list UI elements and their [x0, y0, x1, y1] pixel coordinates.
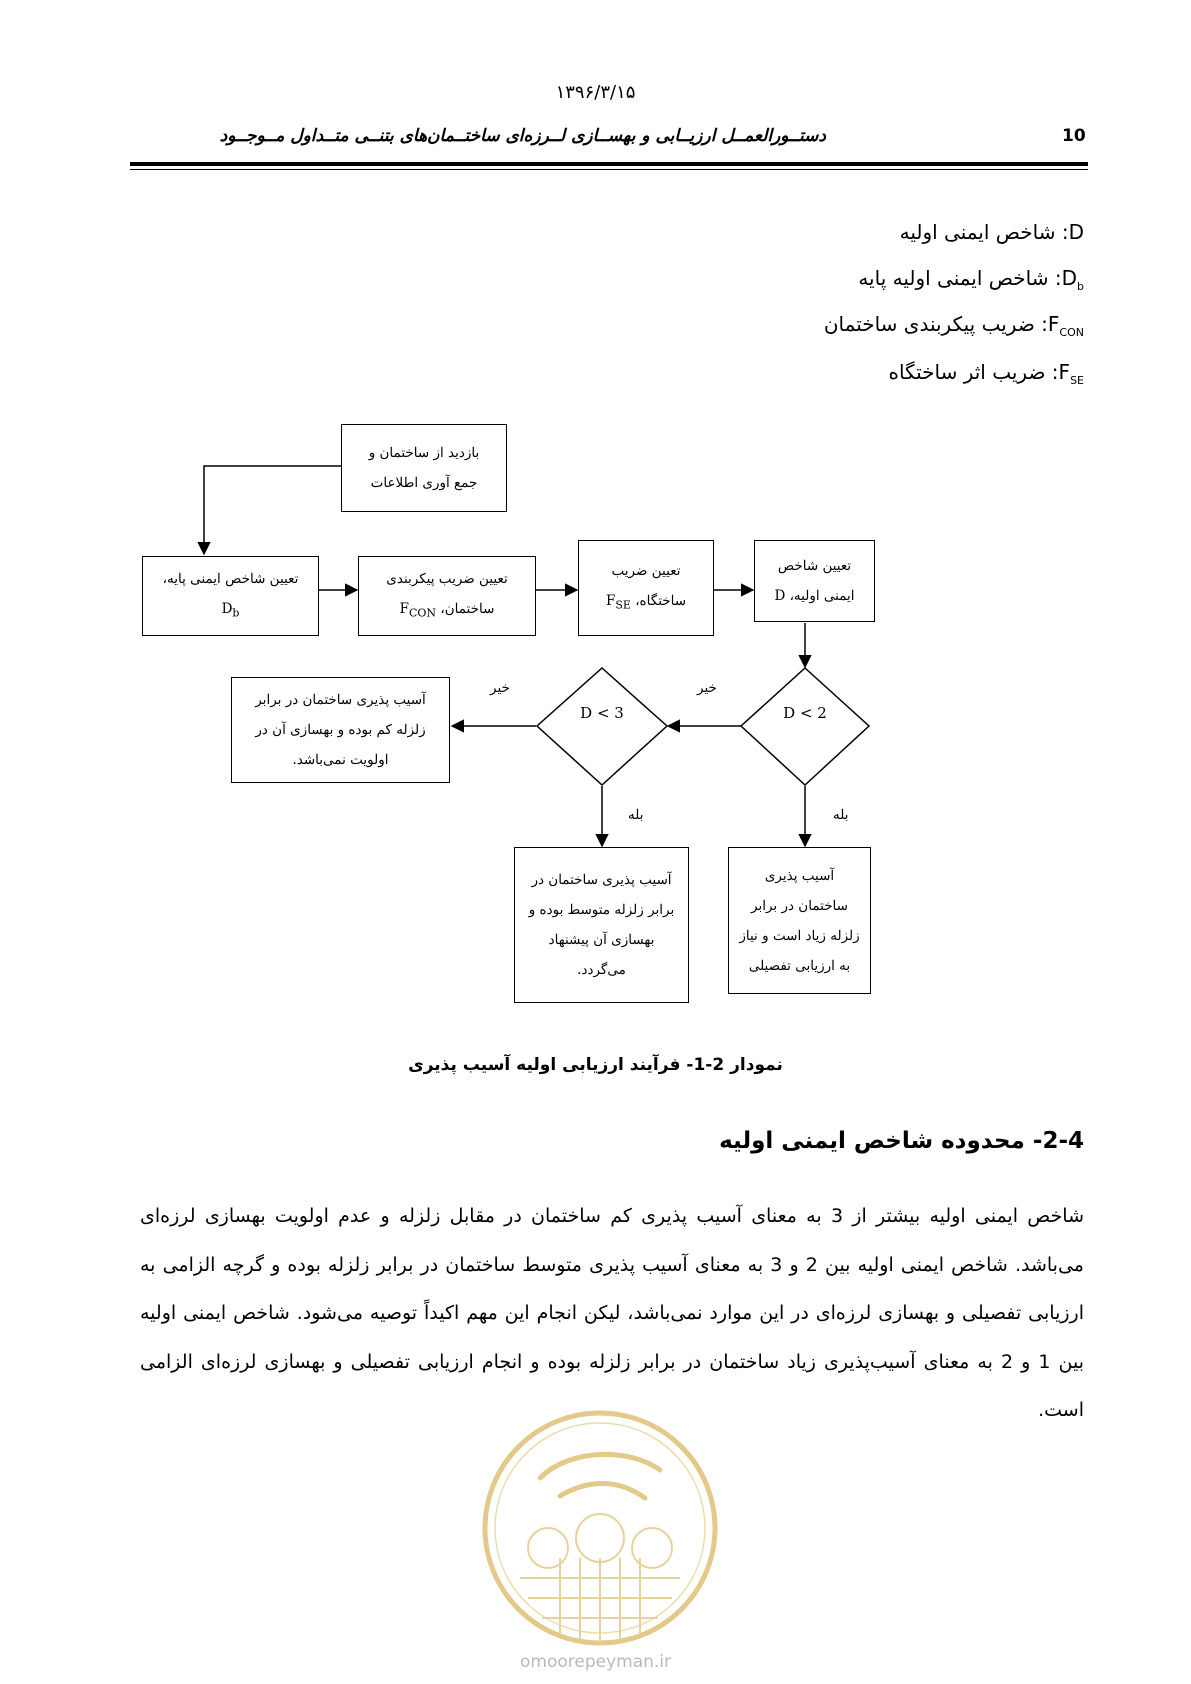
- decision-diamond-2: [537, 668, 667, 785]
- label-no-2: خیر: [490, 680, 510, 696]
- label-yes-1: بله: [833, 807, 849, 823]
- label-no-1: خیر: [697, 680, 717, 696]
- figure-caption: نمودار 2-1- فرآیند ارزیابی اولیه آسیب پذیری: [408, 1055, 783, 1075]
- box-medium-vulnerability: آسیب پذیری ساختمان در برابر زلزله متوسط بوده و بهسازی آن پیشنهاد می‌گردد.: [514, 847, 689, 1003]
- section-heading: 2-4- محدوده شاخص ایمنی اولیه: [719, 1128, 1084, 1154]
- box-configuration-factor: تعیین ضریب پیکربندی ساختمان، $F_{CON}$: [358, 556, 536, 636]
- paragraph-line-2: می‌باشد. شاخص ایمنی اولیه بین 2 و 3 به معنای آسیب پذیری متوسط ساختمان در برابر زلزله بوده و گرچه الزامی به: [140, 1253, 1084, 1276]
- box-site-visit: بازدید از ساختمان و جمع آوری اطلاعات: [341, 424, 507, 512]
- watermark-url: omoorepeyman.ir: [519, 1652, 672, 1672]
- paragraph-line-5: است.: [1038, 1399, 1084, 1421]
- label-yes-2: بله: [628, 807, 644, 823]
- decision-diamond-1: [741, 668, 869, 785]
- paragraph-line-4: بین 1 و 2 به معنای آسیب‌پذیری زیاد ساختمان در برابر زلزله بوده و انجام ارزیابی تفصیلی و بهسازی لرزه‌ای الزامی: [140, 1350, 1084, 1373]
- body-paragraph: [140, 1192, 1084, 1435]
- box-initial-safety-index: تعیین شاخص ایمنی اولیه، D: [754, 540, 875, 622]
- box-basic-safety-index: تعیین شاخص ایمنی پایه، $D_b$: [142, 556, 319, 636]
- box-site-factor: تعیین ضریب ساختگاه، $F_{SE}$: [578, 540, 714, 636]
- page-number: 10: [1062, 126, 1086, 146]
- definition-fcon: $F_{CON}$: ضریب پیکربندی ساختمان: [823, 312, 1084, 339]
- paragraph-line-1: شاخص ایمنی اولیه بیشتر از 3 به معنای آسیب پذیری کم ساختمان در مقابل زلزله و عدم اولویت بهسازی لرزه‌ای: [140, 1205, 1084, 1227]
- decision-2-text: D < 3: [580, 704, 624, 722]
- definition-db: $D_b$: شاخص ایمنی اولیه پایه: [858, 266, 1084, 293]
- page-date: ۱۳۹۶/۳/۱۵: [555, 82, 636, 103]
- box-low-vulnerability: آسیب پذیری ساختمان در برابر زلزله کم بوده و بهسازی آن در اولویت نمی‌باشد.: [231, 677, 450, 783]
- definition-d: D: شاخص ایمنی اولیه: [899, 220, 1084, 244]
- running-title: دستــورالعمــل ارزیــابی و بهســازی لــرزه‌ای ساختــمان‌های بتنــی متــداول مــوجــود: [219, 126, 826, 146]
- box-high-vulnerability: آسیب پذیری ساختمان در برابر زلزله زیاد است و نیاز به ارزیابی تفصیلی: [728, 847, 871, 994]
- watermark-logo: [480, 1408, 720, 1648]
- arrow-visit-to-db: [204, 466, 341, 554]
- decision-1-text: D < 2: [783, 704, 827, 722]
- definition-fse: $F_{SE}$: ضریب اثر ساختگاه: [888, 360, 1084, 387]
- paragraph-line-3: ارزیابی تفصیلی و بهسازی لرزه‌ای در این موارد نمی‌باشد، لیکن انجام این مهم اکیداً توصیه می‌شود. شاخص ایمنی اولیه: [140, 1302, 1084, 1324]
